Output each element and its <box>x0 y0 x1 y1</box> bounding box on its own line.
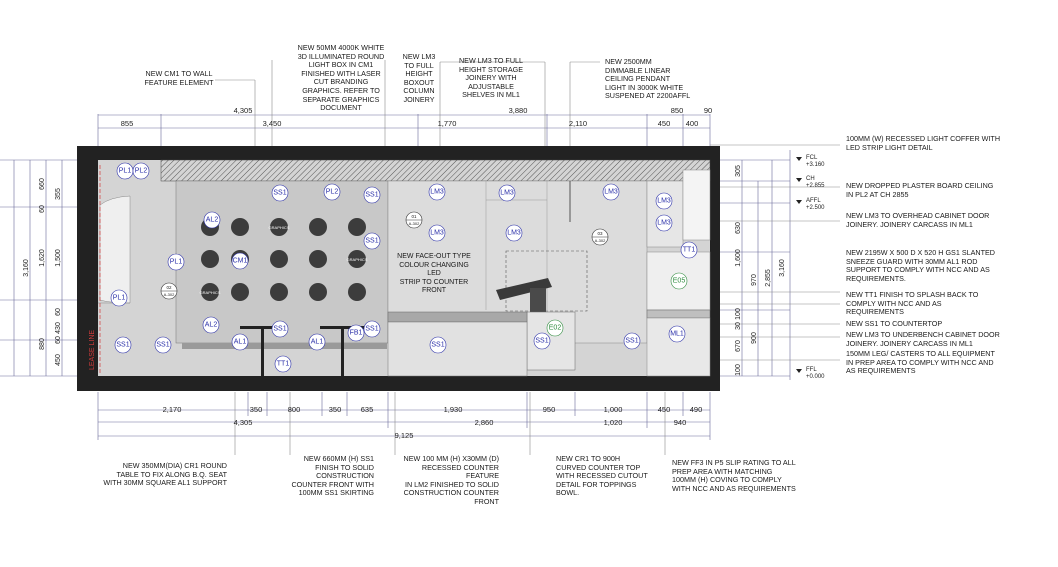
tag-ss1c: SS1 <box>365 237 379 245</box>
tag-e05: E05 <box>672 277 686 285</box>
note-pendant: NEW 2500MM DIMMABLE LINEAR CEILING PENDANT LIGHT IN 3000K WHITE SUSPENED AT 2200AFFL <box>605 57 691 101</box>
tag-lm3a: LM3 <box>430 188 444 196</box>
floor-slab <box>77 376 720 391</box>
dim-right-3160: 3,160 <box>779 259 786 277</box>
dim-left-450: 450 <box>55 354 62 366</box>
svg-text:A-302: A-302 <box>163 292 175 297</box>
note-sneeze: NEW 2195W X 500 D X 520 H GS1 SLANTED SNEEZE GUARD WITH 30MM AL1 ROD SUPPORT TO COMPLY WITH NCC AND AS REQUIREMENTS. <box>846 248 996 283</box>
dim-bot-1020: 1,020 <box>603 418 623 427</box>
dim-right-970: 970 <box>751 274 758 286</box>
counter-top <box>388 312 527 322</box>
dim-top-4305: 4,305 <box>233 106 253 115</box>
tag-ss1j: SS1 <box>625 337 639 345</box>
note-ff3: NEW FF3 IN P5 SLIP RATING TO ALL PREP AREA WITH MATCHING 100MM (H) COVING TO COMPLY WITH NCC AND AS REQUIREMENTS <box>672 458 796 493</box>
dim-top-850: 850 <box>670 106 684 115</box>
note-recessed: NEW 100 MM (H) X30MM (D) RECESSED COUNTER FEATURE IN LM2 FINISHED TO SOLID CONSTRUCTION COUNTER FRONT <box>403 454 499 506</box>
level-fcl-value: +3.160 <box>806 162 825 168</box>
table-leg-2 <box>341 329 344 376</box>
tag-lm3d: LM3 <box>657 197 671 205</box>
level-ch-name: CH <box>806 176 815 182</box>
graphics-label-1: GRAPHICS <box>268 225 290 230</box>
svg-text:03: 03 <box>597 231 603 236</box>
lease-line-label: LEASE LINE <box>89 329 96 370</box>
equipment-unit <box>530 288 546 312</box>
dim-bot-635: 635 <box>360 405 374 414</box>
dim-right-630: 630 <box>735 222 742 234</box>
tag-ss1b: SS1 <box>365 191 379 199</box>
tag-e02: E02 <box>548 324 562 332</box>
tag-ss1g: SS1 <box>156 341 170 349</box>
svg-text:A-302: A-302 <box>594 238 606 243</box>
dim-left-60c: 60 <box>55 336 62 344</box>
level-fcl-name: FCL <box>806 155 818 161</box>
level-affl-name: AFFL <box>806 198 821 204</box>
dim-bot-950: 950 <box>542 405 556 414</box>
tag-lm3e: LM3 <box>657 219 671 227</box>
section-marker-1 <box>406 212 422 228</box>
tag-ml1: ML1 <box>670 330 684 338</box>
dim-right-100a: 100 <box>735 308 742 320</box>
section-marker-2 <box>161 283 177 299</box>
note-legs: 150MM LEG/ CASTERS TO ALL EQUIPMENT IN PREP AREA TO COMPLY WITH NCC AND AS REQUIREMENTS <box>846 349 995 376</box>
graphics-label-2: GRAPHICS <box>346 257 368 262</box>
tag-ss1f: SS1 <box>116 341 130 349</box>
tag-pl1c: PL1 <box>112 294 126 302</box>
dim-right-900: 900 <box>751 332 758 344</box>
dim-bot-940: 940 <box>673 418 687 427</box>
dim-left-3160: 3,160 <box>23 259 30 277</box>
dim-top-3880: 3,880 <box>508 106 528 115</box>
dim-left-880: 880 <box>39 338 46 350</box>
top-dimensions <box>121 106 712 128</box>
dim-right-305: 305 <box>735 165 742 177</box>
tag-pl2b: PL2 <box>325 188 339 196</box>
note-light-box: NEW 50MM 4000K WHITE 3D ILLUMINATED ROUND LIGHT BOX IN CM1 FINISHED WITH LASER CUT BRANDING GRAPHICS. REFER TO SEPARATE GRAPHICS DOCUMENT <box>297 43 385 113</box>
svg-text:01: 01 <box>411 214 417 219</box>
svg-text:A-302: A-302 <box>408 221 420 226</box>
right-dimension-lines <box>710 150 790 380</box>
note-countertop: NEW SS1 TO COUNTERTOP <box>846 319 943 328</box>
dim-right-30: 30 <box>735 322 742 330</box>
right-wall <box>710 146 720 391</box>
note-overhead: NEW LM3 TO OVERHEAD CABINET DOOR JOINERY. JOINERY CARCASS IN ML1 <box>846 211 990 229</box>
dim-bot-9125: 9,125 <box>394 431 414 440</box>
dim-left-355: 355 <box>55 188 62 200</box>
left-dimensions <box>23 178 62 366</box>
tag-fb1: FB1 <box>349 329 363 337</box>
overhead-cabinet-end <box>683 170 710 240</box>
note-ss1-front: NEW 660MM (H) SS1 FINISH TO SOLID CONSTRUCTION COUNTER FRONT WITH 100MM SS1 SKIRTING <box>291 454 374 498</box>
tag-al2a: AL2 <box>205 216 219 224</box>
note-lm3-boxout: NEW LM3 TO FULL HEIGHT BOXOUT COLUMN JOINERY <box>402 52 436 104</box>
dim-left-1500: 1,500 <box>55 249 62 267</box>
note-coffer: 100MM (W) RECESSED LIGHT COFFER WITH LED STRIP LIGHT DETAIL <box>846 134 1001 152</box>
ceiling-slab <box>77 146 720 160</box>
dim-top-2110: 2,110 <box>568 119 588 128</box>
dim-bot-350a: 350 <box>249 405 263 414</box>
tag-lm3b: LM3 <box>500 189 514 197</box>
dim-right-2855: 2,855 <box>765 269 772 287</box>
dim-bot-800: 800 <box>287 405 301 414</box>
dim-top-855: 855 <box>120 119 134 128</box>
tag-lm3g: LM3 <box>507 229 521 237</box>
tag-al1a: AL1 <box>233 338 247 346</box>
dim-bot-1000: 1,000 <box>603 405 623 414</box>
level-affl-value: +2.500 <box>806 205 825 211</box>
right-dimensions <box>735 165 786 376</box>
level-ffl-value: +0.000 <box>806 374 825 380</box>
dim-right-1600: 1,600 <box>735 249 742 267</box>
dim-top-400: 400 <box>685 119 699 128</box>
level-ffl-name: FFL <box>806 367 817 373</box>
overhead-cabinet <box>647 181 683 247</box>
tag-ss1a: SS1 <box>273 189 287 197</box>
tag-pl1a: PL1 <box>118 167 132 175</box>
note-feature-led: NEW FACE-OUT TYPE COLOUR CHANGING LED STRIP TO COUNTER FRONT <box>397 253 471 295</box>
tag-ss1e: SS1 <box>365 325 379 333</box>
tag-tt1b: TT1 <box>682 246 696 254</box>
tag-al2b: AL2 <box>204 321 218 329</box>
svg-text:02: 02 <box>166 285 172 290</box>
dim-bot-2860: 2,860 <box>474 418 494 427</box>
dim-right-670: 670 <box>735 340 742 352</box>
tag-al1b: AL1 <box>310 338 324 346</box>
dim-bot-4305: 4,305 <box>233 418 253 427</box>
note-cr1-top: NEW CR1 TO 900H CURVED COUNTER TOP WITH RECESSED CUTOUT DETAIL FOR TOPPINGS BOWL. <box>556 454 648 498</box>
counter-front <box>388 322 527 376</box>
dim-left-60a: 60 <box>39 205 46 213</box>
dim-bot-2170: 2,170 <box>162 405 182 414</box>
curved-wall-feature <box>100 196 130 303</box>
dim-right-100b: 100 <box>735 364 742 376</box>
bench-seat <box>182 343 387 349</box>
dim-top-90: 90 <box>703 106 713 115</box>
dim-bot-490: 490 <box>689 405 703 414</box>
tag-ss1i: SS1 <box>535 337 549 345</box>
prep-countertop <box>647 310 710 318</box>
ceiling-bulkhead <box>161 160 710 181</box>
dim-bot-450: 450 <box>657 405 671 414</box>
note-table: NEW 350MM(DIA) CR1 ROUND TABLE TO FIX ALONG B.Q. SEAT WITH 30MM SQUARE AL1 SUPPORT <box>103 461 227 488</box>
dim-top-1770: 1,770 <box>437 119 457 128</box>
tag-pl1b: PL1 <box>169 258 183 266</box>
dim-bot-1930: 1,930 <box>443 405 463 414</box>
dim-left-430: 430 <box>55 322 62 334</box>
dim-left-660: 660 <box>39 178 46 190</box>
note-lm3-storage: NEW LM3 TO FULL HEIGHT STORAGE JOINERY WITH ADJUSTABLE SHELVES IN ML1 <box>458 56 524 100</box>
note-underbench: NEW LM3 TO UNDERBENCH CABINET DOOR JOINERY. JOINERY CARCASS IN ML1 <box>846 330 1000 348</box>
tag-cm1: CM1 <box>232 257 248 265</box>
note-cm1-wall: NEW CM1 TO WALL FEATURE ELEMENT <box>144 69 214 87</box>
note-bulkhead: NEW DROPPED PLASTER BOARD CEILING IN PL2 AT CH 2855 <box>846 181 994 199</box>
dim-bot-350b: 350 <box>328 405 342 414</box>
tag-ss1h: SS1 <box>431 341 445 349</box>
tag-ss1d: SS1 <box>273 325 287 333</box>
section-marker-3 <box>592 229 608 245</box>
tag-lm3f: LM3 <box>430 229 444 237</box>
dim-left-1620: 1,620 <box>39 249 46 267</box>
note-splash: NEW TT1 FINISH TO SPLASH BACK TO COMPLY WITH NCC AND AS REQUIREMENTS <box>846 290 979 317</box>
tag-tt1a: TT1 <box>276 360 290 368</box>
graphics-label-3: GRAPHICS <box>199 290 221 295</box>
dim-top-450: 450 <box>657 119 671 128</box>
level-ch-value: +2.855 <box>806 183 825 189</box>
dim-left-60b: 60 <box>55 308 62 316</box>
table-leg-1 <box>261 329 264 376</box>
tag-pl2a: PL2 <box>134 167 148 175</box>
level-markers <box>796 155 825 380</box>
top-extension-lines <box>98 114 710 148</box>
tag-lm3c: LM3 <box>604 188 618 196</box>
dim-top-3450: 3,450 <box>262 119 282 128</box>
